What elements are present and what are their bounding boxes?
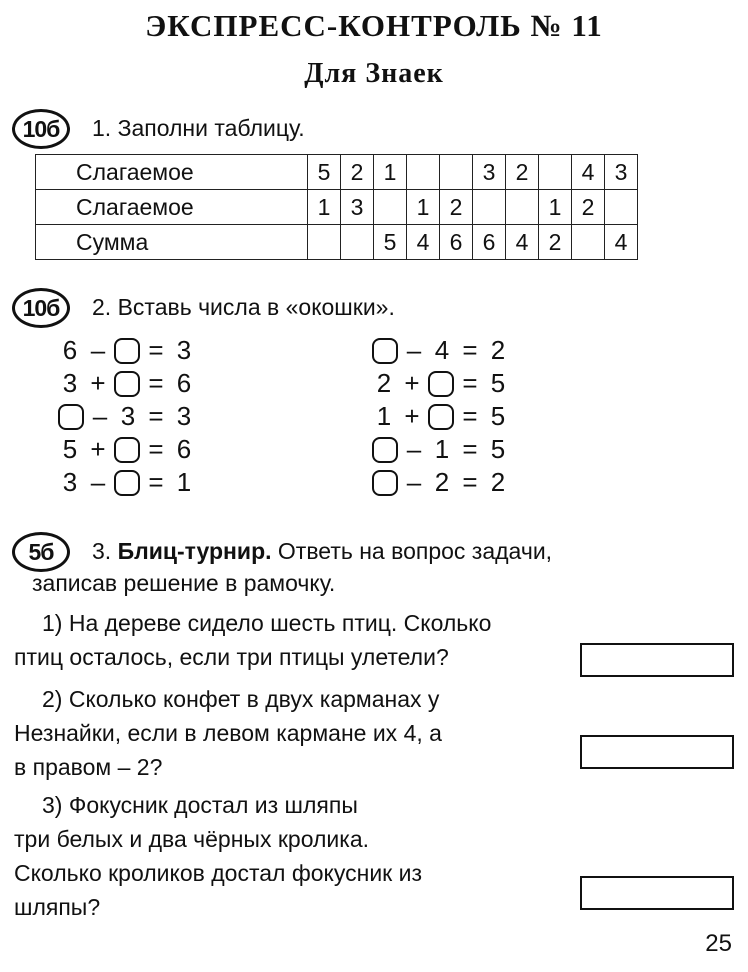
answer-window[interactable]: [114, 437, 140, 463]
table-cell: 3: [605, 155, 638, 190]
table-cell: 6: [473, 225, 506, 260]
row-label: Слагаемое: [36, 155, 308, 190]
equation-term: 3: [176, 401, 192, 431]
question-line: три белых и два чёрных кролика.: [14, 826, 369, 852]
answer-window[interactable]: [58, 404, 84, 430]
answer-window[interactable]: [114, 470, 140, 496]
question-line: 2) Сколько конфет в двух карманах у: [42, 686, 440, 712]
equation: [370, 434, 512, 465]
points-badge: 10б: [12, 109, 70, 149]
answer-window[interactable]: [428, 404, 454, 430]
answer-box[interactable]: [580, 735, 734, 769]
table-cell: 1: [407, 190, 440, 225]
task-2-text: 2. Вставь числа в «окошки».: [92, 294, 395, 320]
equation-term: 3: [62, 467, 78, 497]
page-title: ЭКСПРЕСС-КОНТРОЛЬ № 11: [145, 8, 603, 43]
equation-term: 2: [376, 368, 392, 398]
equation: [56, 335, 198, 366]
question-line: Сколько кроликов достал фокусник из: [14, 860, 423, 886]
table-row: [36, 190, 638, 225]
equation-term: 5: [490, 368, 506, 398]
answer-window[interactable]: [372, 338, 398, 364]
answer-window[interactable]: [428, 371, 454, 397]
page-number: 25: [705, 930, 732, 957]
table-cell: 2: [539, 225, 572, 260]
question-line: 1) На дереве сидело шесть птиц. Сколько: [42, 610, 492, 636]
equation-term: 3: [120, 401, 136, 431]
answer-window[interactable]: [372, 470, 398, 496]
answer-window[interactable]: [114, 371, 140, 397]
table-cell[interactable]: [440, 155, 473, 190]
equation-term: =: [462, 434, 478, 464]
equation-term: –: [406, 335, 422, 365]
equation-term: =: [462, 401, 478, 431]
question-3: [14, 788, 422, 924]
equation-term: =: [148, 368, 164, 398]
equation-term: 1: [376, 401, 392, 431]
equation-term: –: [92, 401, 108, 431]
equation-term: 2: [490, 467, 506, 497]
equation-term: 3: [176, 335, 192, 365]
equation: [370, 401, 512, 432]
table-cell[interactable]: [374, 190, 407, 225]
question-line: 3) Фокусник достал из шляпы: [42, 792, 358, 818]
equation-term: =: [462, 335, 478, 365]
equation-term: 6: [62, 335, 78, 365]
equation-term: 3: [62, 368, 78, 398]
equation-term: =: [148, 335, 164, 365]
answer-box[interactable]: [580, 643, 734, 677]
equation-term: +: [404, 401, 420, 431]
question-line: в правом – 2?: [14, 754, 163, 780]
fill-table: [35, 154, 638, 260]
equation-term: +: [404, 368, 420, 398]
table-cell: 5: [374, 225, 407, 260]
equation-term: –: [90, 335, 106, 365]
equation: [56, 368, 198, 399]
question-1: [14, 606, 491, 674]
page-subtitle: Для Знаек: [304, 58, 444, 89]
task-3-title: Блиц-турнир.: [117, 538, 272, 564]
equation-term: 1: [434, 434, 450, 464]
table-cell: 2: [572, 190, 605, 225]
equation: [370, 467, 512, 498]
equation-term: =: [148, 467, 164, 497]
equation-term: 2: [490, 335, 506, 365]
table-row: [36, 155, 638, 190]
table-cell: 6: [440, 225, 473, 260]
points-badge: 5б: [12, 532, 70, 572]
task-3-number: 3.: [92, 538, 112, 564]
question-line: шляпы?: [14, 894, 101, 920]
table-cell: 4: [572, 155, 605, 190]
task-3-instruction: Ответь на вопрос задачи,: [277, 538, 553, 564]
table-cell[interactable]: [308, 225, 341, 260]
table-cell[interactable]: [605, 190, 638, 225]
equation-term: 5: [490, 434, 506, 464]
table-cell: 1: [308, 190, 341, 225]
equation: [56, 434, 198, 465]
equation-term: 6: [176, 368, 192, 398]
equation-term: 5: [62, 434, 78, 464]
table-cell: 5: [308, 155, 341, 190]
equation: [370, 335, 512, 366]
table-cell[interactable]: [539, 155, 572, 190]
equation-term: –: [90, 467, 106, 497]
equation-term: –: [406, 434, 422, 464]
table-row: [36, 225, 638, 260]
equation-term: –: [406, 467, 422, 497]
answer-window[interactable]: [114, 338, 140, 364]
question-line: птиц осталось, если три птицы улетели?: [14, 644, 449, 670]
table-cell: 3: [341, 190, 374, 225]
table-cell: 2: [506, 155, 539, 190]
equation-term: 1: [176, 467, 192, 497]
table-cell: 4: [605, 225, 638, 260]
table-cell[interactable]: [407, 155, 440, 190]
task-3-text: [92, 538, 552, 565]
equation-term: =: [148, 401, 164, 431]
table-cell: 1: [539, 190, 572, 225]
equation-term: 6: [176, 434, 192, 464]
table-cell[interactable]: [572, 225, 605, 260]
equation-term: =: [148, 434, 164, 464]
answer-window[interactable]: [372, 437, 398, 463]
equation: [56, 401, 198, 432]
table-cell[interactable]: [473, 190, 506, 225]
equation: [56, 467, 198, 498]
question-2: [14, 682, 442, 784]
equation-term: =: [462, 368, 478, 398]
equation-term: 2: [434, 467, 450, 497]
table-cell: 3: [473, 155, 506, 190]
row-label: Слагаемое: [36, 190, 308, 225]
equation-term: =: [462, 467, 478, 497]
table-cell[interactable]: [506, 190, 539, 225]
question-line: Незнайки, если в левом кармане их 4, а: [14, 720, 442, 746]
table-cell: 4: [506, 225, 539, 260]
table-cell[interactable]: [341, 225, 374, 260]
table-cell: 2: [440, 190, 473, 225]
task-3-text-line2: записав решение в рамочку.: [32, 570, 336, 596]
table-cell: 1: [374, 155, 407, 190]
points-badge: 10б: [12, 288, 70, 328]
table-cell: 4: [407, 225, 440, 260]
answer-box[interactable]: [580, 876, 734, 910]
equation: [370, 368, 512, 399]
row-label: Сумма: [36, 225, 308, 260]
table-cell: 2: [341, 155, 374, 190]
equation-term: 5: [490, 401, 506, 431]
equation-term: 4: [434, 335, 450, 365]
equation-term: +: [90, 368, 106, 398]
task-1-text: 1. Заполни таблицу.: [92, 115, 305, 141]
equation-term: +: [90, 434, 106, 464]
